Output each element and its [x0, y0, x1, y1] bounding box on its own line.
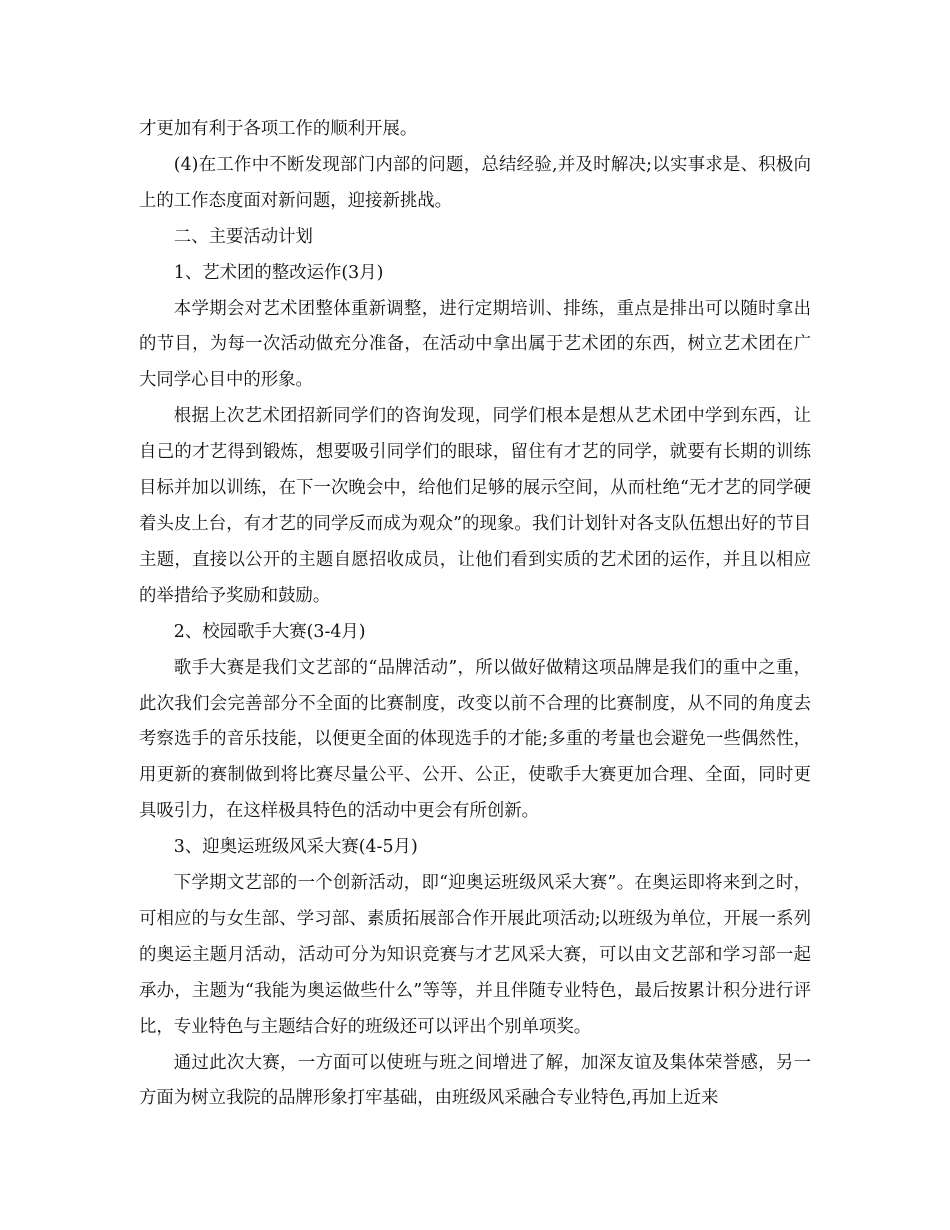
section-heading-main-activities: 二、主要活动计划: [173, 226, 313, 247]
paragraph-singer-contest: 歌手大赛是我们文艺部的“品牌活动”，所以做好做精这项品牌是我们的重中之重，此次我们会完善部分不全面的比赛制度，改变以前不合理的比赛制度，从不同的角度去考察选手的音乐技能，以便更全面的体现选手的才能;多重的考量也会避免一些偶然性，用更新的赛制做到将比赛尽量公平、公开、公正，使歌手大赛更加合理、全面，同时更具吸引力，在这样极具特色的活动中更会有所创新。: [139, 657, 811, 822]
paragraph-art-troupe-adjustment: 本学期会对艺术团整体重新调整，进行定期培训、排练，重点是排出可以随时拿出的节目，为每一次活动做充分准备，在活动中拿出属于艺术团的东西，树立艺术团在广大同学心目中的形象。: [139, 298, 811, 391]
subheading-art-troupe: 1、艺术团的整改运作(3月): [173, 262, 384, 283]
subheading-olympic-class-contest: 3、迎奥运班级风采大赛(4-5月): [173, 837, 418, 858]
subheading-singer-contest: 2、校园歌手大赛(3-4月): [173, 621, 366, 642]
paragraph-contest-benefits: 通过此次大赛，一方面可以使班与班之间增进了解，加深友谊及集体荣誉感，另一方面为树立我院的品牌形象打牢基础，由班级风采融合专业特色,再加上近来: [139, 1052, 811, 1109]
paragraph-continuation: 才更加有利于各项工作的顺利开展。: [139, 119, 418, 139]
paragraph-art-troupe-recruitment: 根据上次艺术团招新同学们的咨询发现，同学们根本是想从艺术团中学到东西，让自己的才艺得到锻炼，想要吸引同学们的眼球，留住有才艺的同学，就要有长期的训练目标并加以训练，在下一次晚会中，给他们足够的展示空间，从而杜绝“无才艺的同学硬着头皮上台，有才艺的同学反而成为观众”的现象。我们计划针对各支队伍想出好的节目主题，直接以公开的主题自愿招收成员，让他们看到实质的艺术团的运作，并且以相应的举措给予奖励和鼓励。: [139, 406, 811, 606]
paragraph-point-4: (4)在工作中不断发现部门内部的问题，总结经验,并及时解决;以实事求是、积极向上的工作态度面对新问题，迎接新挑战。: [139, 154, 811, 211]
paragraph-olympic-class-contest: 下学期文艺部的一个创新活动，即“迎奥运班级风采大赛”。在奥运即将来到之时，可相应的与女生部、学习部、素质拓展部合作开展此项活动;以班级为单位，开展一系列的奥运主题月活动，活动可分为知识竞赛与才艺风采大赛，可以由文艺部和学习部一起承办，主题为“我能为奥运做些什么”等等，并且伴随专业特色，最后按累计积分进行评比，专业特色与主题结合好的班级还可以评出个别单项奖。: [139, 873, 811, 1037]
document-body: [139, 112, 811, 1117]
